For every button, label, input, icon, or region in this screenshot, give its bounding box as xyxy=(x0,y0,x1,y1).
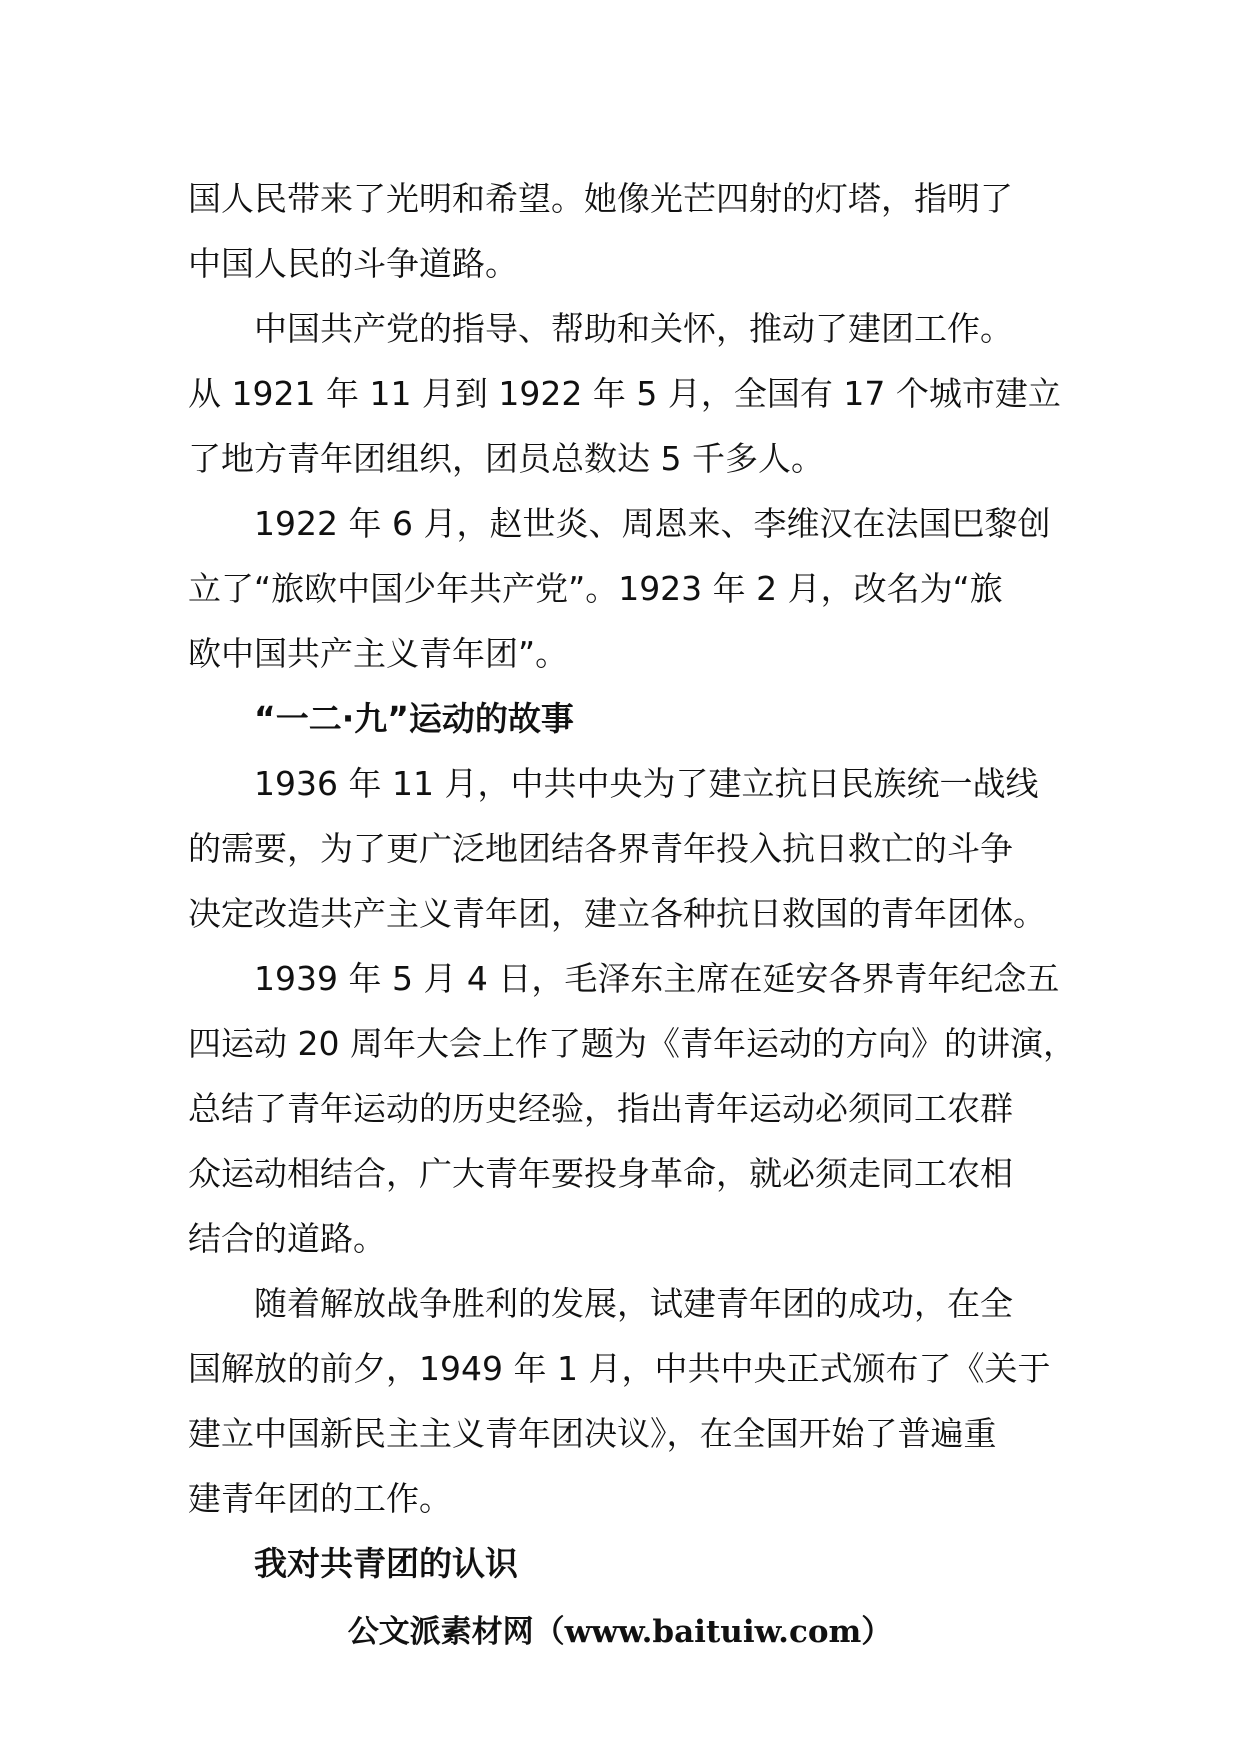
section-heading: “一二·九”运动的故事 xyxy=(254,699,574,738)
text-line: 建青年团的工作。 xyxy=(188,1479,452,1518)
text-line: 四运动 20 周年大会上作了题为《青年运动的方向》的讲演， xyxy=(188,1024,1076,1063)
footer-watermark: 公文派素材网（www.baituiw.com） xyxy=(347,1614,893,1650)
text-line: 决定改造共产主义青年团，建立各种抗日救国的青年团体。 xyxy=(188,894,1046,933)
paragraph-start: 中国共产党的指导、帮助和关怀，推动了建团工作。 xyxy=(254,309,1013,348)
text-line: 建立中国新民主主义青年团决议》，在全国开始了普遍重 xyxy=(188,1414,997,1453)
text-line: 立了“旅欧中国少年共产党”。1923 年 2 月，改名为“旅 xyxy=(188,569,1003,608)
text-line: 众运动相结合，广大青年要投身革命，就必须走同工农相 xyxy=(188,1154,1013,1193)
paragraph-start: 1936 年 11 月，中共中央为了建立抗日民族统一战线 xyxy=(254,764,1039,803)
paragraph-start: 1922 年 6 月，赵世炎、周恩来、李维汉在法国巴黎创 xyxy=(254,504,1051,543)
text-line: 总结了青年运动的历史经验，指出青年运动必须同工农群 xyxy=(188,1089,1013,1128)
paragraph-start: 随着解放战争胜利的发展，试建青年团的成功，在全 xyxy=(254,1284,1013,1323)
text-line: 了地方青年团组织，团员总数达 5 千多人。 xyxy=(188,439,824,478)
document-body xyxy=(188,166,1078,1596)
section-heading: 我对共青团的认识 xyxy=(254,1544,518,1583)
text-line: 结合的道路。 xyxy=(188,1219,386,1258)
text-line: 从 1921 年 11 月到 1922 年 5 月，全国有 17 个城市建立 xyxy=(188,374,1061,413)
text-line: 的需要，为了更广泛地团结各界青年投入抗日救亡的斗争 xyxy=(188,829,1013,868)
paragraph-start: 1939 年 5 月 4 日，毛泽东主席在延安各界青年纪念五 xyxy=(254,959,1060,998)
text-line: 中国人民的斗争道路。 xyxy=(188,244,518,283)
text-line: 国人民带来了光明和希望。她像光芒四射的灯塔，指明了 xyxy=(188,179,1013,218)
text-line: 欧中国共产主义青年团”。 xyxy=(188,634,569,673)
text-line: 国解放的前夕，1949 年 1 月，中共中央正式颁布了《关于 xyxy=(188,1349,1051,1388)
